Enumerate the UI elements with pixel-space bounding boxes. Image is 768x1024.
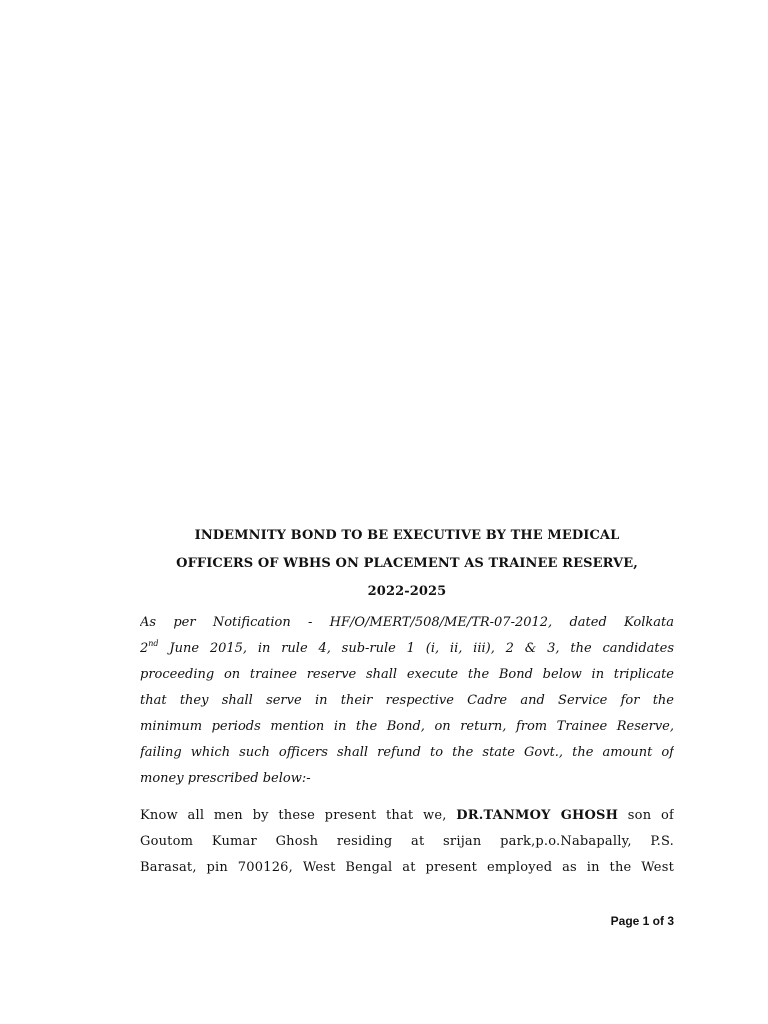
paragraph-line: proceeding on trainee reserve shall execute the Bond below in triplicate	[140, 667, 674, 682]
paragraph-line: that they shall serve in their respective Cadre and Service for the	[140, 693, 674, 708]
date-ordinal: nd	[148, 639, 159, 648]
paragraph-line: As per Notification - HF/O/MERT/508/ME/TR-07-2012, dated Kolkata	[140, 615, 674, 630]
paragraph-line	[140, 803, 674, 829]
notification-paragraph	[140, 610, 674, 792]
paragraph-line: failing which such officers shall refund to the state Govt., the amount of	[140, 745, 674, 760]
paragraph-line: money prescribed below:-	[140, 771, 311, 786]
title-line: INDEMNITY BOND TO BE EXECUTIVE BY THE MEDICAL	[194, 528, 620, 543]
paragraph-text: June 2015, in rule 4, sub-rule 1 (i, ii, iii), 2 & 3, the candidates	[158, 641, 674, 656]
paragraph-line: Goutom Kumar Ghosh residing at srijan park,p.o.Nabapally, P.S.	[140, 834, 674, 849]
document-title	[140, 522, 674, 606]
page-number: Page 1 of 3	[610, 914, 674, 928]
paragraph-line: minimum periods mention in the Bond, on return, from Trainee Reserve,	[140, 719, 674, 734]
paragraph-text: Know all men by these present that we,	[140, 808, 447, 823]
title-line: OFFICERS OF WBHS ON PLACEMENT AS TRAINEE RESERVE,	[176, 556, 638, 571]
date-day: 2	[140, 641, 149, 656]
title-line: 2022-2025	[367, 584, 447, 599]
officer-name: DR.TANMOY GHOSH	[456, 808, 619, 823]
declaration-paragraph	[140, 803, 674, 881]
paragraph-text: son of	[627, 808, 674, 823]
paragraph-line: Barasat, pin 700126, West Bengal at present employed as in the West	[140, 860, 674, 875]
paragraph-line	[140, 636, 674, 662]
